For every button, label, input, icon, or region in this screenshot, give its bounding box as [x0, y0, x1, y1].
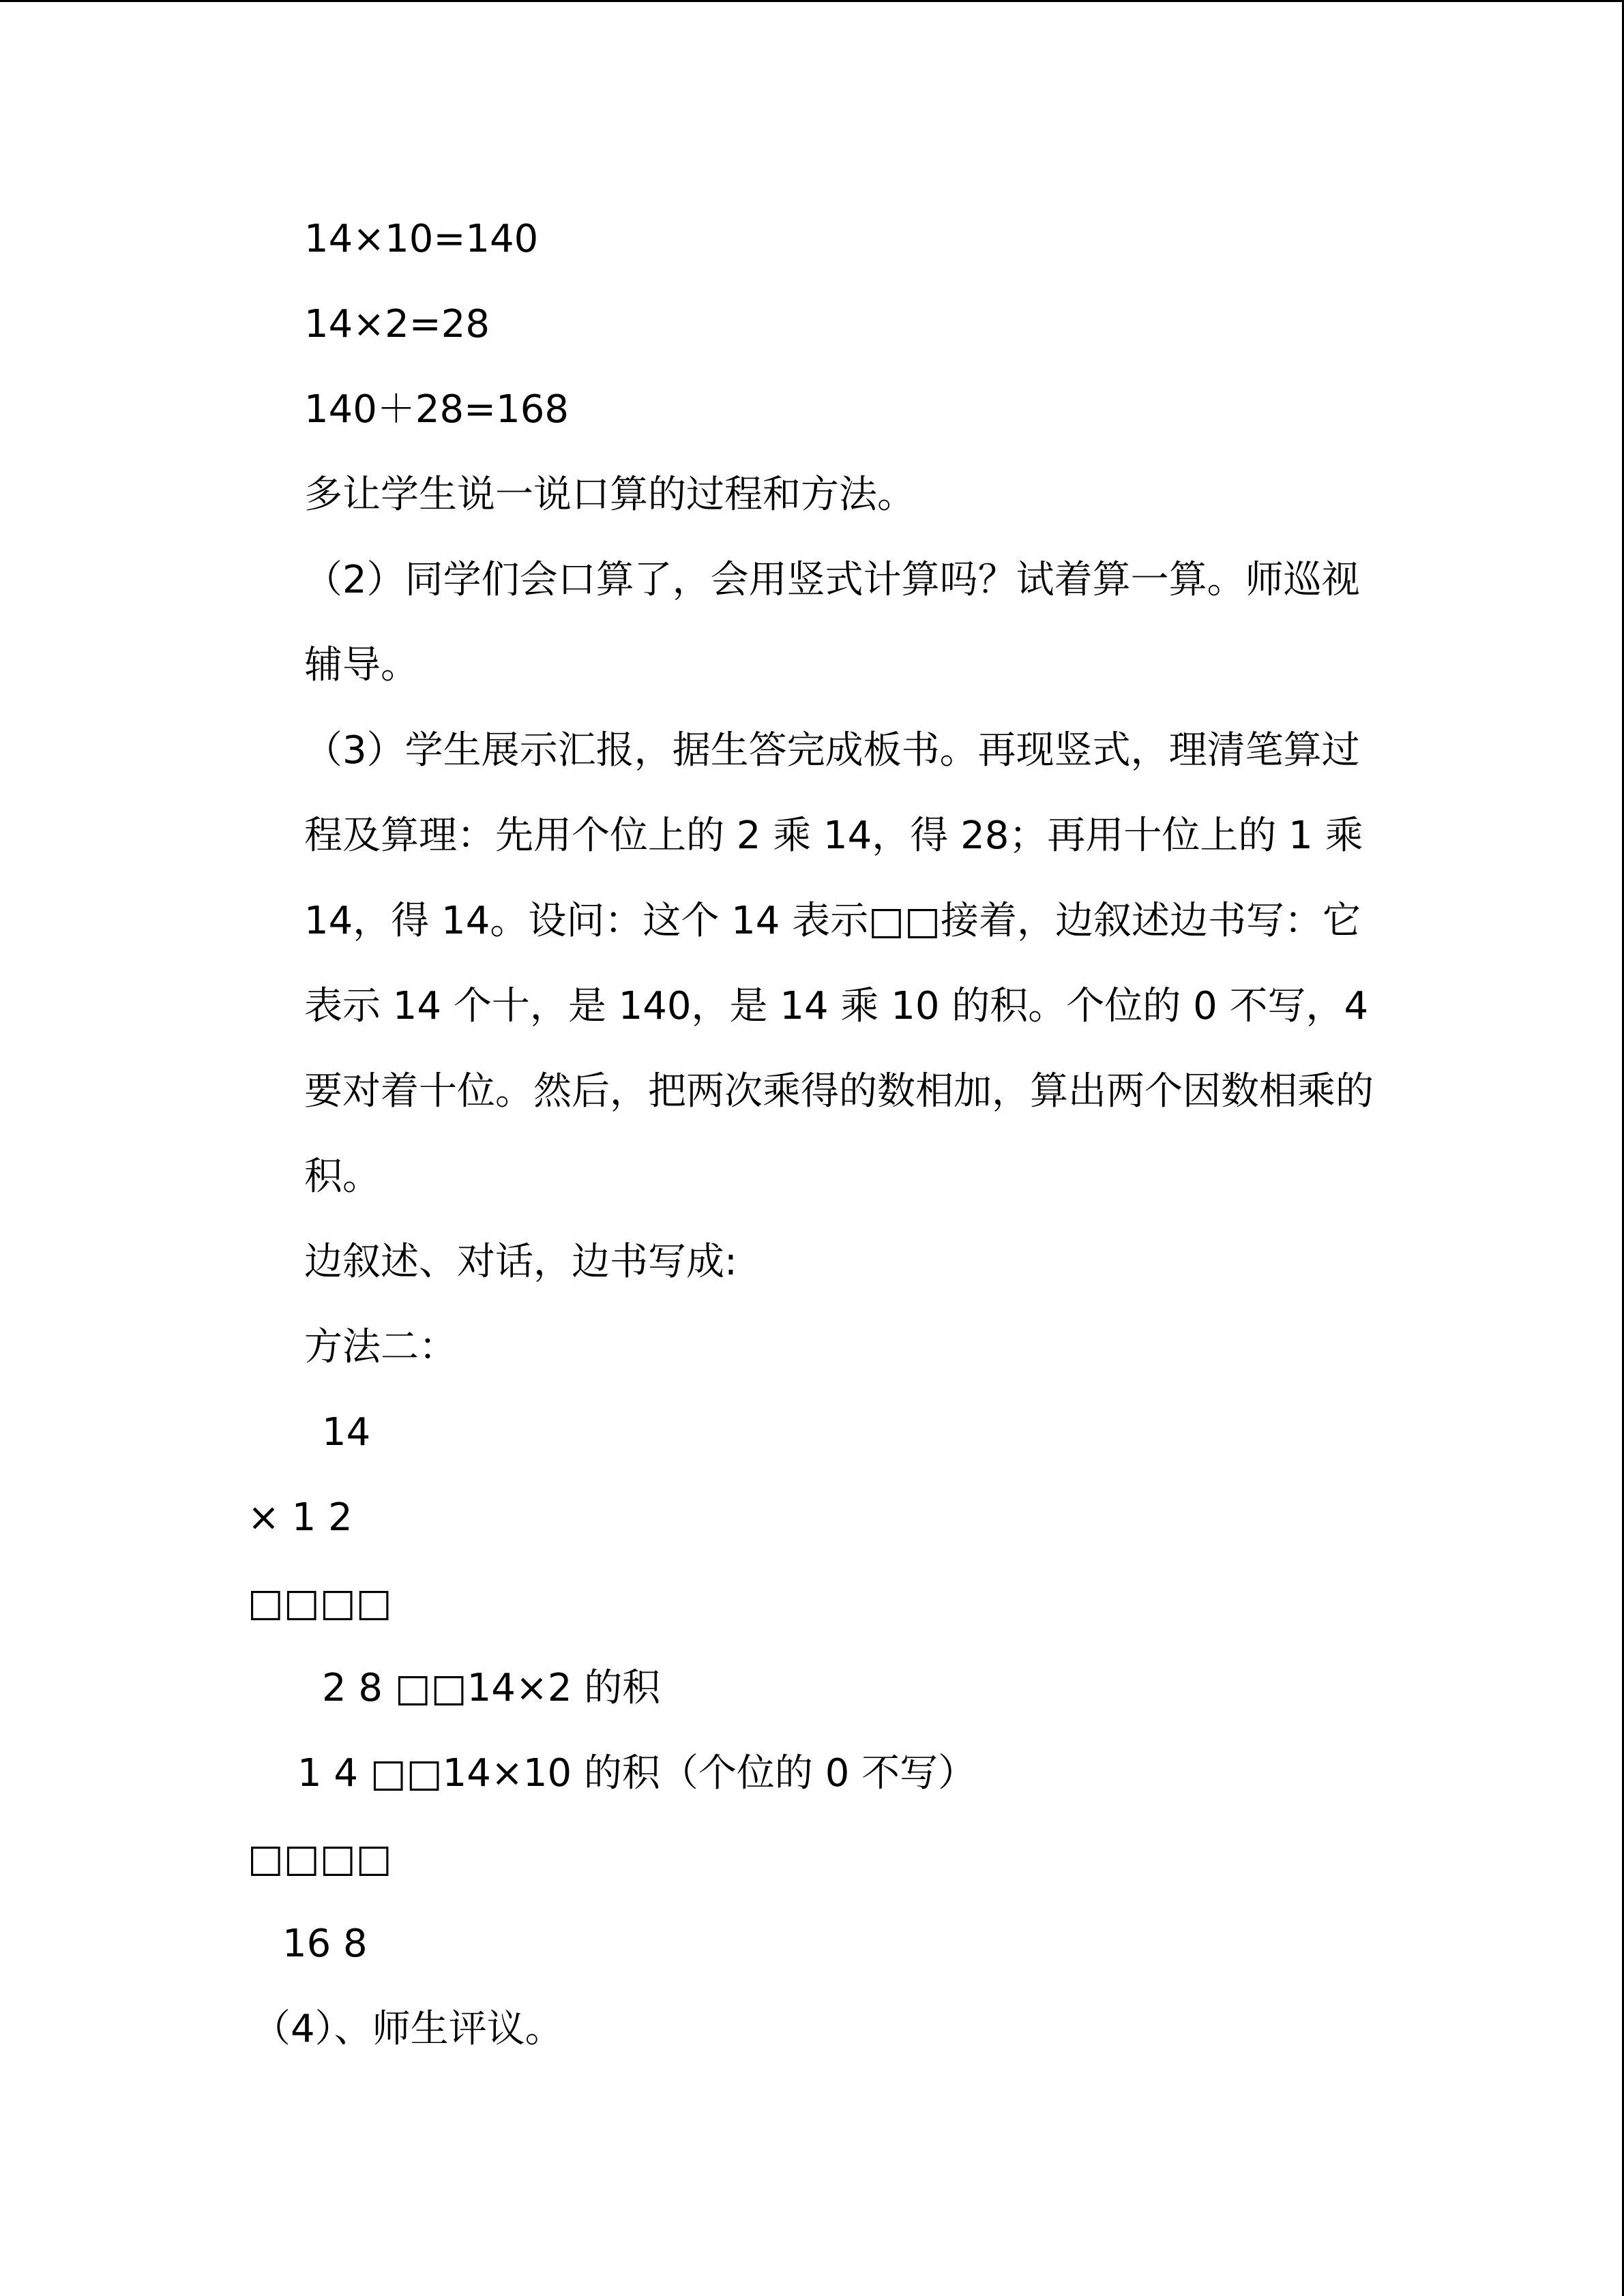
text-line: （3）学生展示汇报，据生答完成板书。再现竖式，理清笔算过	[304, 728, 1360, 773]
partial-product-line: 1 4 □□14×10 的积（个位的 0 不写）	[297, 1751, 977, 1795]
result-line: 16 8	[282, 1922, 368, 1966]
text-line: 多让学生说一说口算的过程和方法。	[304, 473, 915, 517]
text-line: 边叙述、对话，边书写成:	[304, 1240, 737, 1284]
text-line: 140＋28=168	[304, 387, 569, 432]
partial-product-line: 2 8 □□14×2 的积	[322, 1666, 661, 1710]
text-line: 14×10=140	[304, 217, 539, 261]
text-line: 要对着十位。然后，把两次乘得的数相加，算出两个因数相乘的	[304, 1069, 1374, 1114]
text-line: 方法二：	[304, 1325, 457, 1369]
multiplicand-line: 14	[322, 1410, 371, 1455]
text-line: 14×2=28	[304, 302, 490, 346]
rule-line: □□□□	[248, 1581, 392, 1625]
rule-line: □□□□	[248, 1836, 392, 1881]
multiplier-line: × 1 2	[248, 1495, 353, 1540]
text-line: （4）、师生评议。	[252, 2007, 563, 2051]
text-line: 程及算理：先用个位上的 2 乘 14，得 28；再用十位上的 1 乘	[304, 814, 1363, 858]
text-line: 辅导。	[304, 643, 419, 687]
text-line: 积。	[304, 1154, 381, 1199]
text-line: 表示 14 个十，是 140，是 14 乘 10 的积。个位的 0 不写，4	[304, 984, 1369, 1028]
text-line: （2）同学们会口算了，会用竖式计算吗？试着算一算。师巡视	[304, 558, 1360, 602]
text-line: 14，得 14。设问：这个 14 表示□□接着，边叙述边书写：它	[304, 899, 1361, 943]
